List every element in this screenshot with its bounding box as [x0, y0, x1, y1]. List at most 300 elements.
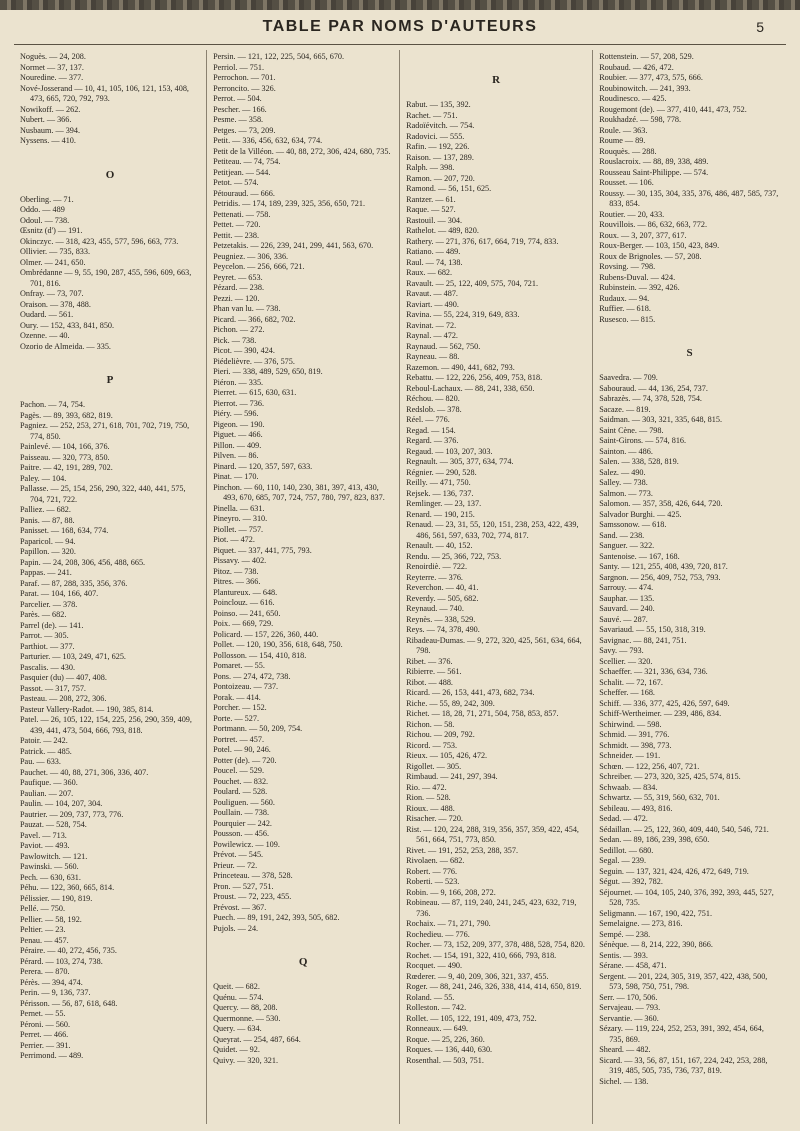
index-entry: Reverdy. — 505, 682.	[406, 593, 479, 603]
index-entry: Quivy. — 320, 321.	[213, 1055, 279, 1065]
index-entry: Pinella. — 631.	[213, 503, 265, 513]
index-entry: Pigeon. — 190.	[213, 419, 265, 429]
index-entry: Paraf. — 87, 288, 335, 356, 376.	[20, 578, 128, 588]
index-entry: Sergent. — 201, 224, 305, 319, 357, 422, 438, 500, 573, 598, 750, 751, 798.	[599, 971, 768, 991]
index-entry: Pettit. — 238.	[213, 230, 260, 240]
index-entry: Peycelon. — 256, 666, 721.	[213, 262, 305, 271]
index-entry: Sainton. — 486.	[599, 446, 653, 456]
index-entry: Roque. — 25, 226, 360.	[406, 1034, 485, 1044]
index-entry: Ribierre. — 561.	[406, 667, 462, 676]
index-entry: Nové-Josserand — 10, 41, 105, 106, 121, 153, 408, 473, 665, 720, 792, 793.	[20, 83, 189, 103]
index-entry: Pech. — 630, 631.	[20, 872, 81, 882]
index-entry: Pawlowitch. — 121.	[20, 851, 88, 861]
section-letter: O	[105, 168, 115, 181]
index-entry: Riche. — 55, 89, 242, 309.	[406, 698, 495, 708]
index-entry: Renaud. — 23, 31, 55, 120, 151, 238, 253, 422, 439, 486, 561, 597, 633, 702, 774, 817.	[406, 520, 579, 540]
index-entry: Pouliguen. — 560.	[213, 797, 275, 807]
index-entry: Porcher. — 152.	[213, 703, 267, 712]
index-entry: Savy. — 793.	[599, 646, 644, 655]
index-entry: Roberti. — 523.	[406, 877, 460, 886]
index-entry: Regnault. — 305, 377, 634, 774.	[406, 457, 514, 466]
index-entry: Okinczyc. — 318, 423, 455, 577, 596, 663, 773.	[20, 236, 179, 246]
index-entry: Perrot. — 504.	[213, 94, 262, 103]
index-entry: Ravina. — 55, 224, 319, 649, 833.	[406, 310, 520, 319]
index-entry: Sand. — 238.	[599, 530, 645, 540]
index-entry: Savariaud. — 55, 150, 318, 319.	[599, 625, 706, 634]
index-entry: Pujols. — 24.	[213, 923, 259, 933]
index-entry: Noguès. — 24, 208.	[20, 52, 86, 61]
index-entry: Péroni. — 560.	[20, 1019, 71, 1029]
index-entry: Ramon. — 207, 720.	[406, 173, 475, 183]
index-entry: Pagniez. — 252, 253, 271, 618, 701, 702, 719, 750, 774, 850.	[20, 421, 190, 441]
index-entry: Pollet. — 120, 190, 356, 618, 648, 750.	[213, 640, 343, 649]
index-entry: Rouslacroix. — 88, 89, 338, 489.	[599, 157, 709, 166]
index-entry: Sentis. — 393.	[599, 950, 648, 960]
index-entry: Roland. — 55.	[406, 992, 455, 1002]
index-entry: Picot. — 390, 424.	[213, 346, 275, 355]
index-entry: Sedan. — 89, 186, 239, 398, 650.	[599, 835, 710, 844]
index-entry: Panisset. — 168, 634, 774.	[20, 526, 109, 535]
index-entry: Prévost. — 367.	[213, 902, 267, 912]
index-entry: Rivet. — 191, 252, 253, 288, 357.	[406, 845, 519, 855]
index-entry: Plantureux. — 648.	[213, 587, 278, 597]
index-entry: Ratiano. — 489.	[406, 247, 461, 256]
index-entry: Poinclouz. — 616.	[213, 598, 275, 607]
index-entry: Schaeffer. — 321, 336, 634, 736.	[599, 667, 708, 676]
index-entry: Passot. — 317, 757.	[20, 683, 86, 693]
index-entry: Regard. — 376.	[406, 436, 459, 445]
header-rule	[14, 44, 786, 45]
index-entry: Sédaillan. — 25, 122, 360, 409, 440, 540, 546, 721.	[599, 824, 769, 834]
index-entry: Rubens-Duval. — 424.	[599, 272, 676, 282]
index-entry: Pinchon. — 60, 110, 140, 230, 381, 397, 413, 430, 493, 670, 685, 707, 724, 757, 780, 797, 823, 837.	[213, 482, 385, 502]
index-entry: Sempé. — 238.	[599, 929, 651, 939]
index-entry: Pau. — 633.	[20, 757, 61, 766]
index-entry: Schwartz. — 55, 319, 560, 632, 701.	[599, 793, 720, 802]
index-entry: Pontoizeau. — 737.	[213, 682, 279, 691]
index-entry: Picard. — 366, 682, 702.	[213, 314, 296, 324]
index-entry: Pinat. — 170.	[213, 472, 259, 481]
index-entry: Patrick. — 485.	[20, 746, 72, 756]
index-entry: Potel. — 90, 246.	[213, 745, 271, 754]
index-entry: Policard. — 157, 226, 360, 440.	[213, 629, 319, 639]
index-entry: Pousson. — 456.	[213, 829, 270, 838]
index-entry: Parcelier. — 378.	[20, 599, 78, 609]
index-entry: Petges. — 73, 209.	[213, 125, 276, 135]
index-entry: Pagès. — 89, 393, 682, 819.	[20, 410, 113, 420]
index-entry: Remlinger. — 23, 137.	[406, 499, 482, 508]
index-entry: Perrier. — 391.	[20, 1040, 71, 1050]
index-entry: Schirwind. — 598.	[599, 719, 662, 729]
index-entry: Robineau. — 87, 119, 240, 241, 245, 423, 632, 719, 736.	[406, 898, 577, 918]
index-entry: Pillon. — 409.	[213, 440, 262, 450]
index-entry: Nowikoff. — 262.	[20, 104, 81, 114]
index-entry: Ricord. — 753.	[406, 740, 458, 750]
index-entry: Pick. — 738.	[213, 335, 257, 345]
index-entry: Rion. — 528.	[406, 793, 451, 802]
index-entry: Ravaut. — 487.	[406, 289, 458, 298]
index-entry: Pavel. — 713.	[20, 830, 67, 840]
index-entry: Penau. — 457.	[20, 935, 69, 945]
index-entry: Raviart. — 490.	[406, 299, 459, 309]
index-entry: Pron. — 527, 751.	[213, 881, 274, 891]
index-entry: Pasteur Vallery-Radot. — 190, 385, 814.	[20, 704, 154, 714]
index-entry: Rieux. — 105, 426, 472.	[406, 751, 488, 760]
index-entry: Persin. — 121, 122, 225, 504, 665, 670.	[213, 52, 345, 61]
index-entry: Roux de Brignoles. — 57, 208.	[599, 251, 702, 261]
index-entry: Proust. — 72, 223, 455.	[213, 892, 292, 901]
index-entry: Pasteau. — 208, 272, 306.	[20, 694, 107, 703]
index-entry: Segal. — 239.	[599, 856, 647, 865]
index-entry: Pilven. — 86.	[213, 451, 259, 460]
index-entry: Parrel (de). — 141.	[20, 620, 84, 630]
section-letter: P	[106, 374, 114, 386]
index-entry: Piollet. — 757.	[213, 524, 264, 534]
index-entry: Servantie. — 360.	[599, 1013, 659, 1023]
index-entry: Santenoise. — 167, 168.	[599, 551, 680, 561]
index-entry: Sicard. — 33, 56, 87, 151, 167, 224, 242, 253, 288, 319, 485, 505, 735, 736, 737, 819.	[599, 1055, 768, 1075]
index-entry: Sarrouy. — 474.	[599, 583, 654, 592]
index-entry: Schreiber. — 273, 320, 325, 425, 574, 815.	[599, 772, 741, 781]
index-entry: Pélissier. — 190, 819.	[20, 893, 93, 903]
index-entry: Sauvé. — 287.	[599, 614, 648, 624]
index-entry: Sabouraud. — 44, 136, 254, 737.	[599, 383, 708, 393]
index-entry: Pappas. — 241.	[20, 568, 72, 577]
index-entry: Perriol. — 751.	[213, 62, 265, 72]
index-entry: Semelaigne. — 273, 816.	[599, 919, 683, 928]
index-entry: Rochet. — 154, 191, 322, 410, 666, 793, 818.	[406, 950, 557, 960]
index-entry: Olmer. — 241, 650.	[20, 257, 86, 267]
index-entry: Pasquier (du) — 407, 408.	[20, 673, 107, 682]
index-entry: Ribet. — 376.	[406, 656, 453, 666]
index-entry: Ozenne. — 40.	[20, 331, 70, 340]
index-entry: Rimbaud. — 241, 297, 394.	[406, 772, 498, 781]
index-column-1	[14, 50, 207, 1124]
index-entry: Saint-Girons. — 574, 816.	[599, 436, 687, 445]
index-entry: Portret. — 457.	[213, 734, 265, 744]
index-entry: Salen. — 338, 528, 819.	[599, 457, 679, 466]
index-entry: Raux. — 682.	[406, 268, 453, 277]
index-entry: Reyterre. — 376.	[406, 572, 463, 582]
index-entry: Pawinski. — 560.	[20, 862, 79, 871]
index-entry: Oberling. — 71.	[20, 194, 74, 204]
index-entry: Seguin. — 137, 321, 424, 426, 472, 649, 719.	[599, 866, 749, 876]
index-entry: Schiff. — 336, 377, 425, 426, 597, 649.	[599, 698, 730, 708]
index-entry: Roubier. — 377, 473, 575, 666.	[599, 73, 703, 82]
index-entry: Sabrazès. — 74, 378, 528, 754.	[599, 394, 702, 403]
index-entry: Ricard. — 26, 153, 441, 473, 682, 734.	[406, 688, 535, 697]
index-entry: Pachon. — 74, 754.	[20, 400, 86, 409]
index-entry: Rigollet. — 305.	[406, 761, 462, 771]
index-entry: Ribot. — 488.	[406, 677, 453, 687]
index-entry: Nusbaum. — 394.	[20, 125, 81, 135]
index-entry: Portmann. — 50, 209, 754.	[213, 724, 303, 733]
index-entry: Pezzi. — 120.	[213, 293, 260, 303]
index-entry: Sebileau. — 493, 816.	[599, 803, 673, 813]
index-entry: Salomon. — 357, 358, 426, 644, 720.	[599, 499, 723, 508]
index-entry: Rouvillois. — 86, 632, 663, 772.	[599, 220, 707, 229]
index-entry: Rachet. — 751.	[406, 110, 458, 120]
index-entry: Paisseau. — 320, 773, 850.	[20, 452, 110, 462]
index-entry: Pautrier. — 209, 737, 773, 776.	[20, 809, 124, 819]
index-entry: Piguet. — 466.	[213, 430, 263, 439]
index-entry: Sichel. — 138.	[599, 1076, 649, 1086]
index-entry: Sézary. — 119, 224, 252, 253, 391, 392, 454, 664, 735, 869.	[599, 1024, 764, 1044]
index-entry: Rendu. — 25, 366, 722, 753.	[406, 551, 502, 561]
index-entry: Schalit. — 72, 167.	[599, 677, 663, 687]
index-entry: Rottenstein. — 57, 208, 529.	[599, 52, 694, 61]
index-entry: Pitoz. — 738.	[213, 566, 259, 576]
index-entry: Péhu. — 122, 360, 665, 814.	[20, 883, 115, 892]
index-entry: Query. — 634.	[213, 1024, 262, 1033]
index-entry: Pinard. — 120, 357, 597, 633.	[213, 461, 313, 471]
index-entry: Roume — 89.	[599, 136, 646, 145]
index-entry: Prieur. — 72.	[213, 860, 258, 870]
index-entry: Petot. — 574.	[213, 178, 259, 187]
index-entry: Rayneau. — 88.	[406, 352, 460, 361]
index-entry: Sauphar. — 135.	[599, 593, 655, 603]
index-entry: Sérane. — 458, 471.	[599, 961, 667, 970]
index-entry: Rocher. — 73, 152, 209, 377, 378, 488, 528, 754, 820.	[406, 940, 585, 949]
index-column-2	[207, 50, 400, 1124]
page-header	[0, 14, 800, 42]
index-entry: Reynès. — 338, 529.	[406, 614, 476, 624]
index-entry: Ruffier. — 618.	[599, 304, 651, 313]
index-entry: Ségut. — 392, 782.	[599, 877, 663, 886]
index-entry: Queyrat. — 254, 487, 664.	[213, 1034, 301, 1044]
index-entry: Serr. — 170, 506.	[599, 992, 658, 1002]
index-entry: Poullain. — 738.	[213, 808, 270, 817]
index-entry: Parturier. — 103, 249, 471, 625.	[20, 652, 126, 661]
index-entry: Schmid. — 391, 776.	[599, 730, 670, 739]
index-entry: Pascalis. — 430.	[20, 662, 76, 672]
index-entry: Rusesco. — 815.	[599, 314, 656, 324]
index-entry: Reboul-Lachaux. — 88, 241, 338, 650.	[406, 383, 535, 393]
index-entry: Réchou. — 820.	[406, 394, 460, 403]
index-entry: Pescher. — 166.	[213, 104, 267, 114]
index-entry: Œsnitz (d') — 191.	[20, 226, 83, 235]
index-entry: Pomaret. — 55.	[213, 661, 265, 670]
index-entry: Reilly. — 471, 750.	[406, 478, 471, 487]
index-entry: Pourquier — 242.	[213, 818, 272, 828]
index-entry: Paufique. — 360.	[20, 778, 78, 787]
index-entry: Odoul. — 738.	[20, 215, 70, 225]
index-entry: Potter (de). — 720.	[213, 755, 277, 765]
index-entry: Seligmann. — 167, 190, 422, 751.	[599, 908, 712, 918]
index-entry: Oddo. — 489	[20, 205, 65, 214]
index-entry: Rœderer. — 9, 40, 209, 306, 321, 337, 455.	[406, 971, 549, 981]
index-entry: Raison. — 137, 289.	[406, 152, 474, 162]
index-entry: Nyssens. — 410.	[20, 136, 76, 145]
index-entry: Rebattu. — 122, 226, 256, 409, 753, 818.	[406, 373, 543, 382]
index-entry: Razemon. — 490, 441, 682, 793.	[406, 362, 515, 372]
index-entry: Perrochon. — 701.	[213, 73, 276, 82]
index-entry: Sacaze. — 819.	[599, 404, 651, 414]
index-column-3	[400, 50, 593, 1124]
index-entry: Régnier. — 290, 528.	[406, 467, 477, 477]
index-entry: Pineyro. — 310.	[213, 514, 268, 523]
index-entry: Richou. — 209, 792.	[406, 730, 475, 739]
index-entry: Regaud. — 103, 207, 303.	[406, 446, 493, 456]
index-entry: Sheard. — 482.	[599, 1045, 651, 1054]
index-entry: Sauvard. — 240.	[599, 604, 655, 613]
index-entry: Robert. — 776.	[406, 866, 458, 876]
index-entry: Pettet. — 720.	[213, 220, 261, 229]
index-entry: Piéry. — 596.	[213, 409, 259, 418]
index-entry: Radoïévitch. — 754.	[406, 121, 475, 130]
index-entry: Roques. — 136, 440, 630.	[406, 1045, 493, 1054]
index-entry: Richet. — 18, 28, 71, 271, 504, 758, 853, 857.	[406, 709, 559, 718]
index-entry: Salez. — 490.	[599, 467, 646, 477]
index-entry: Roubaud. — 426, 472.	[599, 62, 674, 72]
index-entry: Rochedieu. — 776.	[406, 929, 470, 939]
index-entry: Rousseau Saint-Philippe. — 574.	[599, 167, 709, 177]
section-letter: Q	[298, 956, 308, 968]
index-entry: Petitjean. — 544.	[213, 167, 271, 177]
index-entry: Poulard. — 528.	[213, 787, 268, 796]
index-entry: Pérard. — 103, 274, 738.	[20, 956, 103, 966]
index-entry: Rolleston. — 742.	[406, 1003, 467, 1012]
index-entry: Rochaix. — 71, 271, 790.	[406, 919, 491, 928]
index-entry: Pauzat. — 528, 754.	[20, 820, 87, 829]
index-entry: Salley. — 738.	[599, 478, 648, 487]
index-entry: Palliez. — 682.	[20, 505, 71, 514]
index-entry: Rastouil. — 304.	[406, 215, 463, 225]
index-entry: Schneider. — 191.	[599, 751, 661, 760]
index-entry: Rio. — 472.	[406, 782, 447, 792]
index-entry: Sedad. — 472.	[599, 814, 648, 823]
index-entry: Quénu. — 574.	[213, 992, 264, 1002]
index-entry: Sedillot. — 680.	[599, 845, 654, 855]
index-entry: Puech. — 89, 191, 242, 393, 505, 682.	[213, 913, 340, 922]
index-entry: Nubert. — 366.	[20, 115, 72, 124]
index-entry: Papillon. — 320.	[20, 547, 76, 556]
section-letter: R	[492, 74, 501, 86]
index-entry: Redslob. — 378.	[406, 404, 462, 414]
index-entry: Parès. — 682.	[20, 610, 67, 619]
index-entry: Roux-Berger. — 103, 150, 423, 849.	[599, 241, 720, 250]
index-entry: Pieri. — 338, 489, 529, 650, 819.	[213, 367, 323, 376]
index-entry: Petit. — 336, 456, 632, 634, 774.	[213, 136, 323, 145]
index-entry: Risacher. — 720.	[406, 814, 463, 823]
index-entry: Phan van lu. — 738.	[213, 304, 281, 313]
index-entry: Pichon. — 272.	[213, 325, 265, 334]
index-entry: Scheffer. — 168.	[599, 688, 655, 697]
index-entry: Ravinat. — 72.	[406, 320, 457, 330]
index-entry: Nouredine. — 377.	[20, 73, 84, 82]
index-entry: Roussy. — 30, 135, 304, 335, 376, 486, 487, 585, 737, 833, 854.	[599, 188, 779, 208]
index-entry: Sargnon. — 256, 409, 752, 753, 793.	[599, 572, 721, 582]
index-entry: Paley. — 104.	[20, 473, 67, 483]
index-entry: Reys. — 74, 378, 490.	[406, 625, 480, 634]
page-number: 5	[756, 19, 764, 35]
index-entry: Perroncito. — 326.	[213, 83, 276, 93]
index-entry: Pauchet. — 40, 88, 271, 306, 336, 407.	[20, 767, 149, 777]
index-entry: Séjournet. — 104, 105, 240, 376, 392, 393, 445, 527, 528, 735.	[599, 887, 774, 907]
index-entry: Rafin. — 192, 226.	[406, 142, 470, 151]
index-entry: Sénèque. — 8, 214, 222, 390, 866.	[599, 940, 713, 949]
index-entry: Onfray. — 73, 707.	[20, 289, 84, 298]
index-entry: Renoirdiè. — 722.	[406, 562, 468, 571]
index-entry: Scellier. — 320.	[599, 656, 653, 666]
index-entry: Rougemont (de). — 377, 410, 441, 473, 752.	[599, 104, 747, 114]
index-columns	[14, 50, 786, 1124]
index-entry: Peugniez. — 306, 336.	[213, 251, 289, 261]
index-entry: Princeteau. — 378, 528.	[213, 871, 293, 880]
index-entry: Pierrot. — 736.	[213, 398, 265, 408]
index-entry: Pettenati. — 758.	[213, 209, 271, 219]
index-entry: Parrot. — 305.	[20, 631, 69, 640]
index-entry: Panis. — 87, 88.	[20, 515, 75, 525]
index-entry: Ribadeau-Dumas. — 9, 272, 320, 425, 561, 634, 664, 798.	[406, 635, 582, 655]
index-entry: Paulian. — 207.	[20, 788, 74, 798]
index-entry: Parat. — 104, 166, 407.	[20, 589, 99, 598]
index-entry: Servajeau. — 793.	[599, 1003, 661, 1012]
index-entry: Oury. — 152, 433, 841, 850.	[20, 320, 115, 330]
index-entry: Ravault. — 25, 122, 409, 575, 704, 721.	[406, 278, 539, 288]
index-entry: Richon. — 58.	[406, 719, 455, 729]
index-entry: Perin. — 9, 136, 737.	[20, 988, 91, 997]
index-entry: Patel. — 26, 105, 122, 154, 225, 256, 290, 359, 409, 439, 441, 473, 504, 666, 793, 818.	[20, 715, 192, 735]
index-entry: Raque. — 527.	[406, 205, 456, 214]
index-entry: Radovici. — 555.	[406, 131, 465, 141]
index-entry: Ombrédanne — 9, 55, 190, 287, 455, 596, 609, 663, 701, 816.	[20, 268, 192, 288]
index-entry: Piédelièvre. — 376, 575.	[213, 356, 295, 366]
index-entry: Schmidt. — 398, 773.	[599, 740, 672, 750]
index-entry: Petzetakis. — 226, 239, 241, 299, 441, 563, 670.	[213, 241, 374, 250]
index-entry: Regad. — 154.	[406, 425, 456, 435]
index-entry: Rabut. — 135, 392.	[406, 100, 471, 109]
index-entry: Rudaux. — 94.	[599, 293, 650, 303]
index-entry: Schwaab. — 834.	[599, 782, 658, 792]
index-entry: Rocquet. — 490.	[406, 961, 463, 970]
index-entry: Ronneaux. — 649.	[406, 1024, 468, 1033]
index-entry: Rioux. — 488.	[406, 803, 455, 813]
index-entry: Schiff-Wertheimer. — 239, 486, 834.	[599, 709, 722, 718]
index-entry: Rathery. — 271, 376, 617, 664, 719, 774, 833.	[406, 236, 559, 246]
index-entry: Saavedra. — 709.	[599, 373, 658, 382]
index-entry: Petiteau. — 74, 754.	[213, 157, 281, 166]
index-entry: Pellier. — 58, 192.	[20, 914, 82, 924]
index-entry: Ozorio de Almeida. — 335.	[20, 341, 111, 351]
index-entry: Pallasse. — 25, 154, 256, 290, 322, 440, 441, 575, 704, 721, 722.	[20, 484, 186, 504]
index-entry: Rathelot. — 489, 820.	[406, 226, 479, 235]
index-entry: Rouquès. — 288.	[599, 146, 657, 156]
index-entry: Piot. — 472.	[213, 535, 255, 544]
index-entry: Quercy. — 88, 208.	[213, 1003, 278, 1012]
index-entry: Pézard. — 238.	[213, 283, 264, 292]
index-entry: Piéron. — 335.	[213, 377, 264, 387]
index-entry: Paviot. — 493.	[20, 841, 70, 850]
index-entry: Poinso. — 241, 650.	[213, 608, 281, 618]
index-entry: Quermonne. — 530.	[213, 1013, 281, 1023]
index-entry: Saidman. — 303, 321, 335, 648, 815.	[599, 415, 722, 424]
index-entry: Rovsing. — 798.	[599, 262, 656, 271]
index-entry: Raynal. — 472.	[406, 331, 458, 340]
index-entry: Santy. — 121, 255, 408, 439, 720, 817.	[599, 562, 728, 571]
index-entry: Ramond. — 56, 151, 625.	[406, 184, 492, 193]
index-entry: Roudinesco. — 425.	[599, 94, 667, 103]
index-entry: Ralph. — 398.	[406, 163, 455, 172]
index-entry: Petridis. — 174, 189, 239, 325, 356, 650, 721.	[213, 199, 365, 208]
index-entry: Oudard. — 561.	[20, 310, 74, 319]
index-entry: Rousset. — 106.	[599, 178, 654, 187]
index-entry: Perret. — 466.	[20, 1030, 69, 1039]
index-entry: Peltier. — 23.	[20, 925, 66, 934]
page-title: TABLE PAR NOMS D'AUTEURS	[262, 18, 538, 35]
index-entry: Rist. — 120, 224, 288, 319, 356, 357, 359, 422, 454, 561, 664, 751, 773, 850.	[406, 824, 579, 844]
index-entry: Roubinowitch. — 241, 393.	[599, 83, 691, 93]
